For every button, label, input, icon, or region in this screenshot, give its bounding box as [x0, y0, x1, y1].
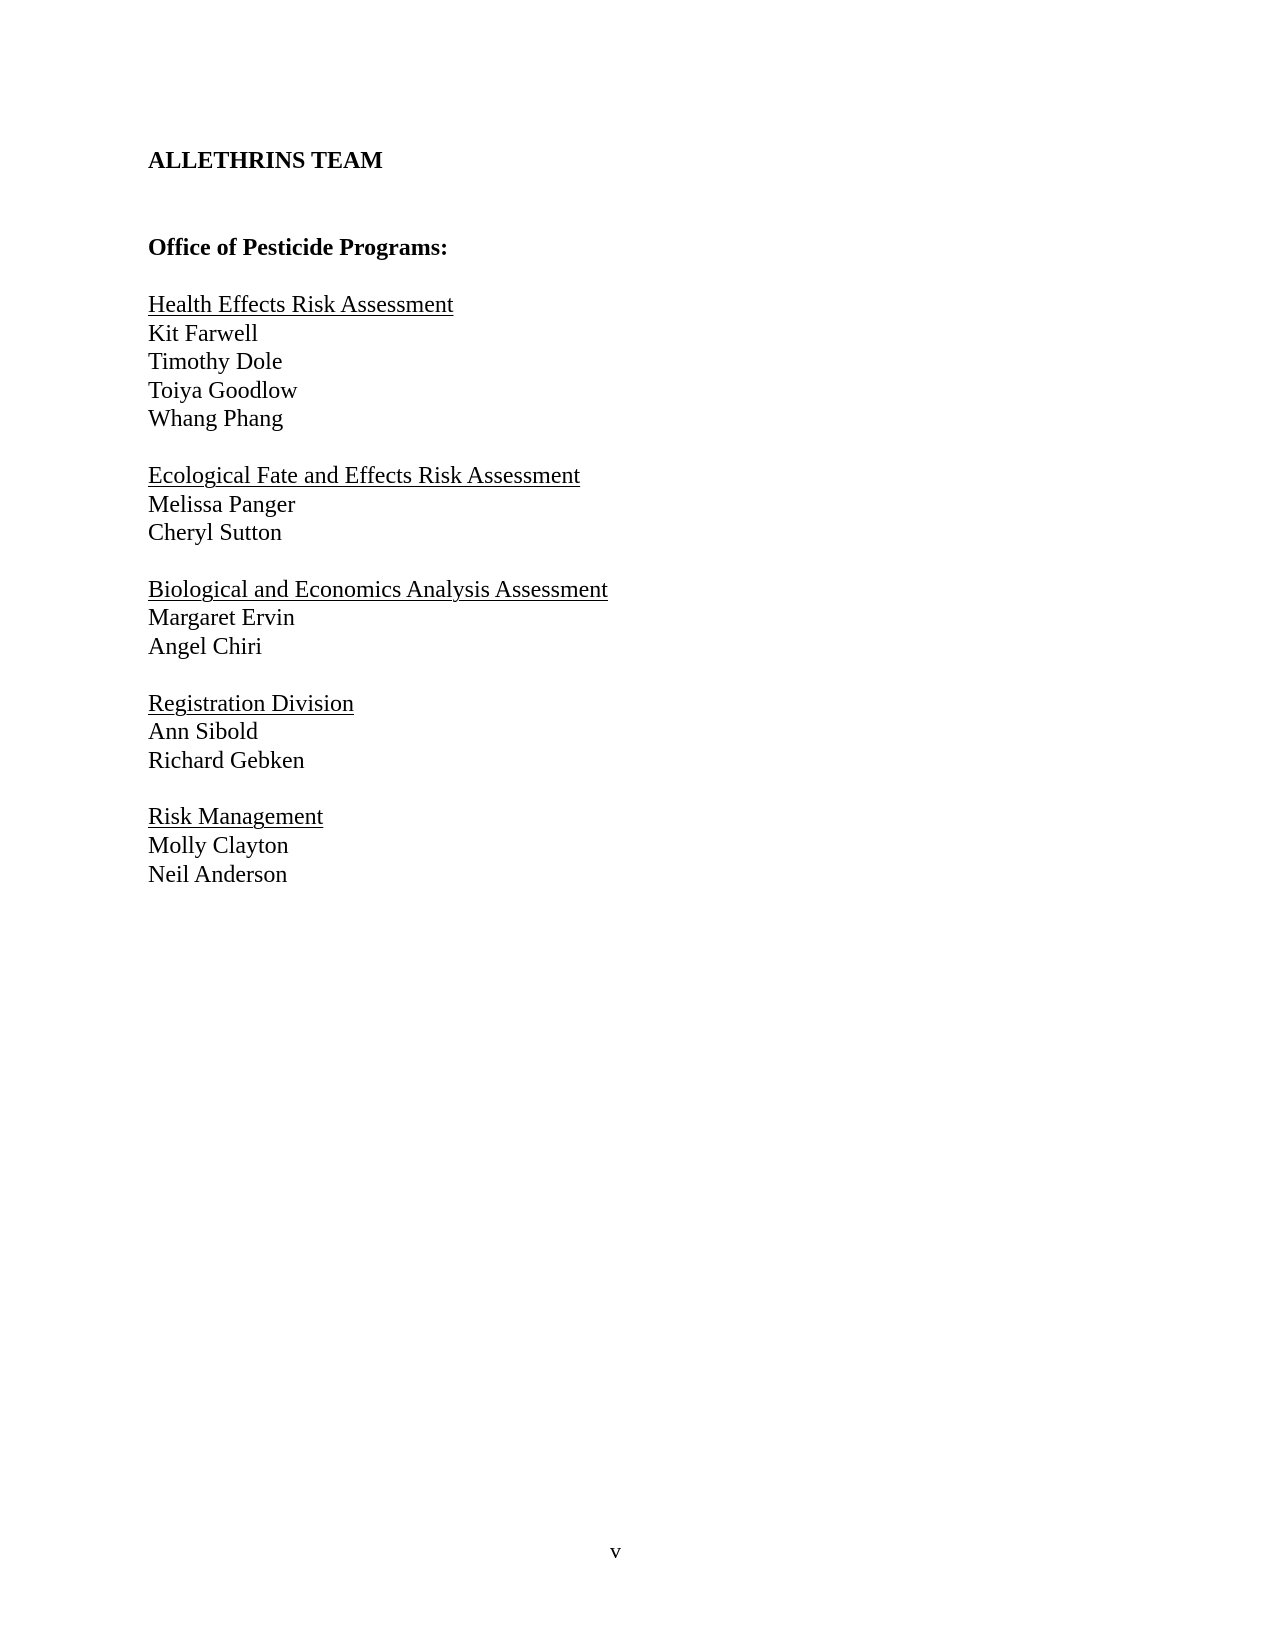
team-member: Cheryl Sutton: [148, 520, 283, 547]
team-member: Ann Sibold: [148, 719, 259, 746]
section-heading: Ecological Fate and Effects Risk Assessment: [148, 462, 581, 489]
team-member: Neil Anderson: [148, 861, 288, 888]
section-heading: Biological and Economics Analysis Assessment: [148, 576, 608, 603]
team-member: Kit Farwell: [148, 320, 258, 347]
team-member: Toiya Goodlow: [148, 377, 298, 404]
section-health-effects: [148, 291, 1148, 434]
team-sections: [148, 291, 1148, 889]
section-ecological-fate: [148, 462, 1148, 548]
document-title: ALLETHRINS TEAM: [148, 148, 383, 174]
team-member: Angel Chiri: [148, 633, 262, 660]
team-member: Melissa Panger: [148, 491, 296, 518]
team-member: Molly Clayton: [148, 832, 289, 859]
section-heading: Health Effects Risk Assessment: [148, 292, 454, 318]
office-heading: Office of Pesticide Programs:: [148, 235, 449, 261]
team-member: Timothy Dole: [148, 349, 283, 376]
section-heading: Registration Division: [148, 690, 354, 717]
section-registration-division: [148, 690, 1148, 776]
page-content: [148, 147, 1148, 917]
section-heading: Risk Management: [148, 804, 324, 831]
section-risk-management: [148, 803, 1148, 889]
page-number: v: [610, 1538, 621, 1563]
team-member: Margaret Ervin: [148, 605, 295, 632]
team-member: Whang Phang: [148, 406, 284, 433]
section-biological-economics: [148, 576, 1148, 662]
team-member: Richard Gebken: [148, 747, 305, 774]
